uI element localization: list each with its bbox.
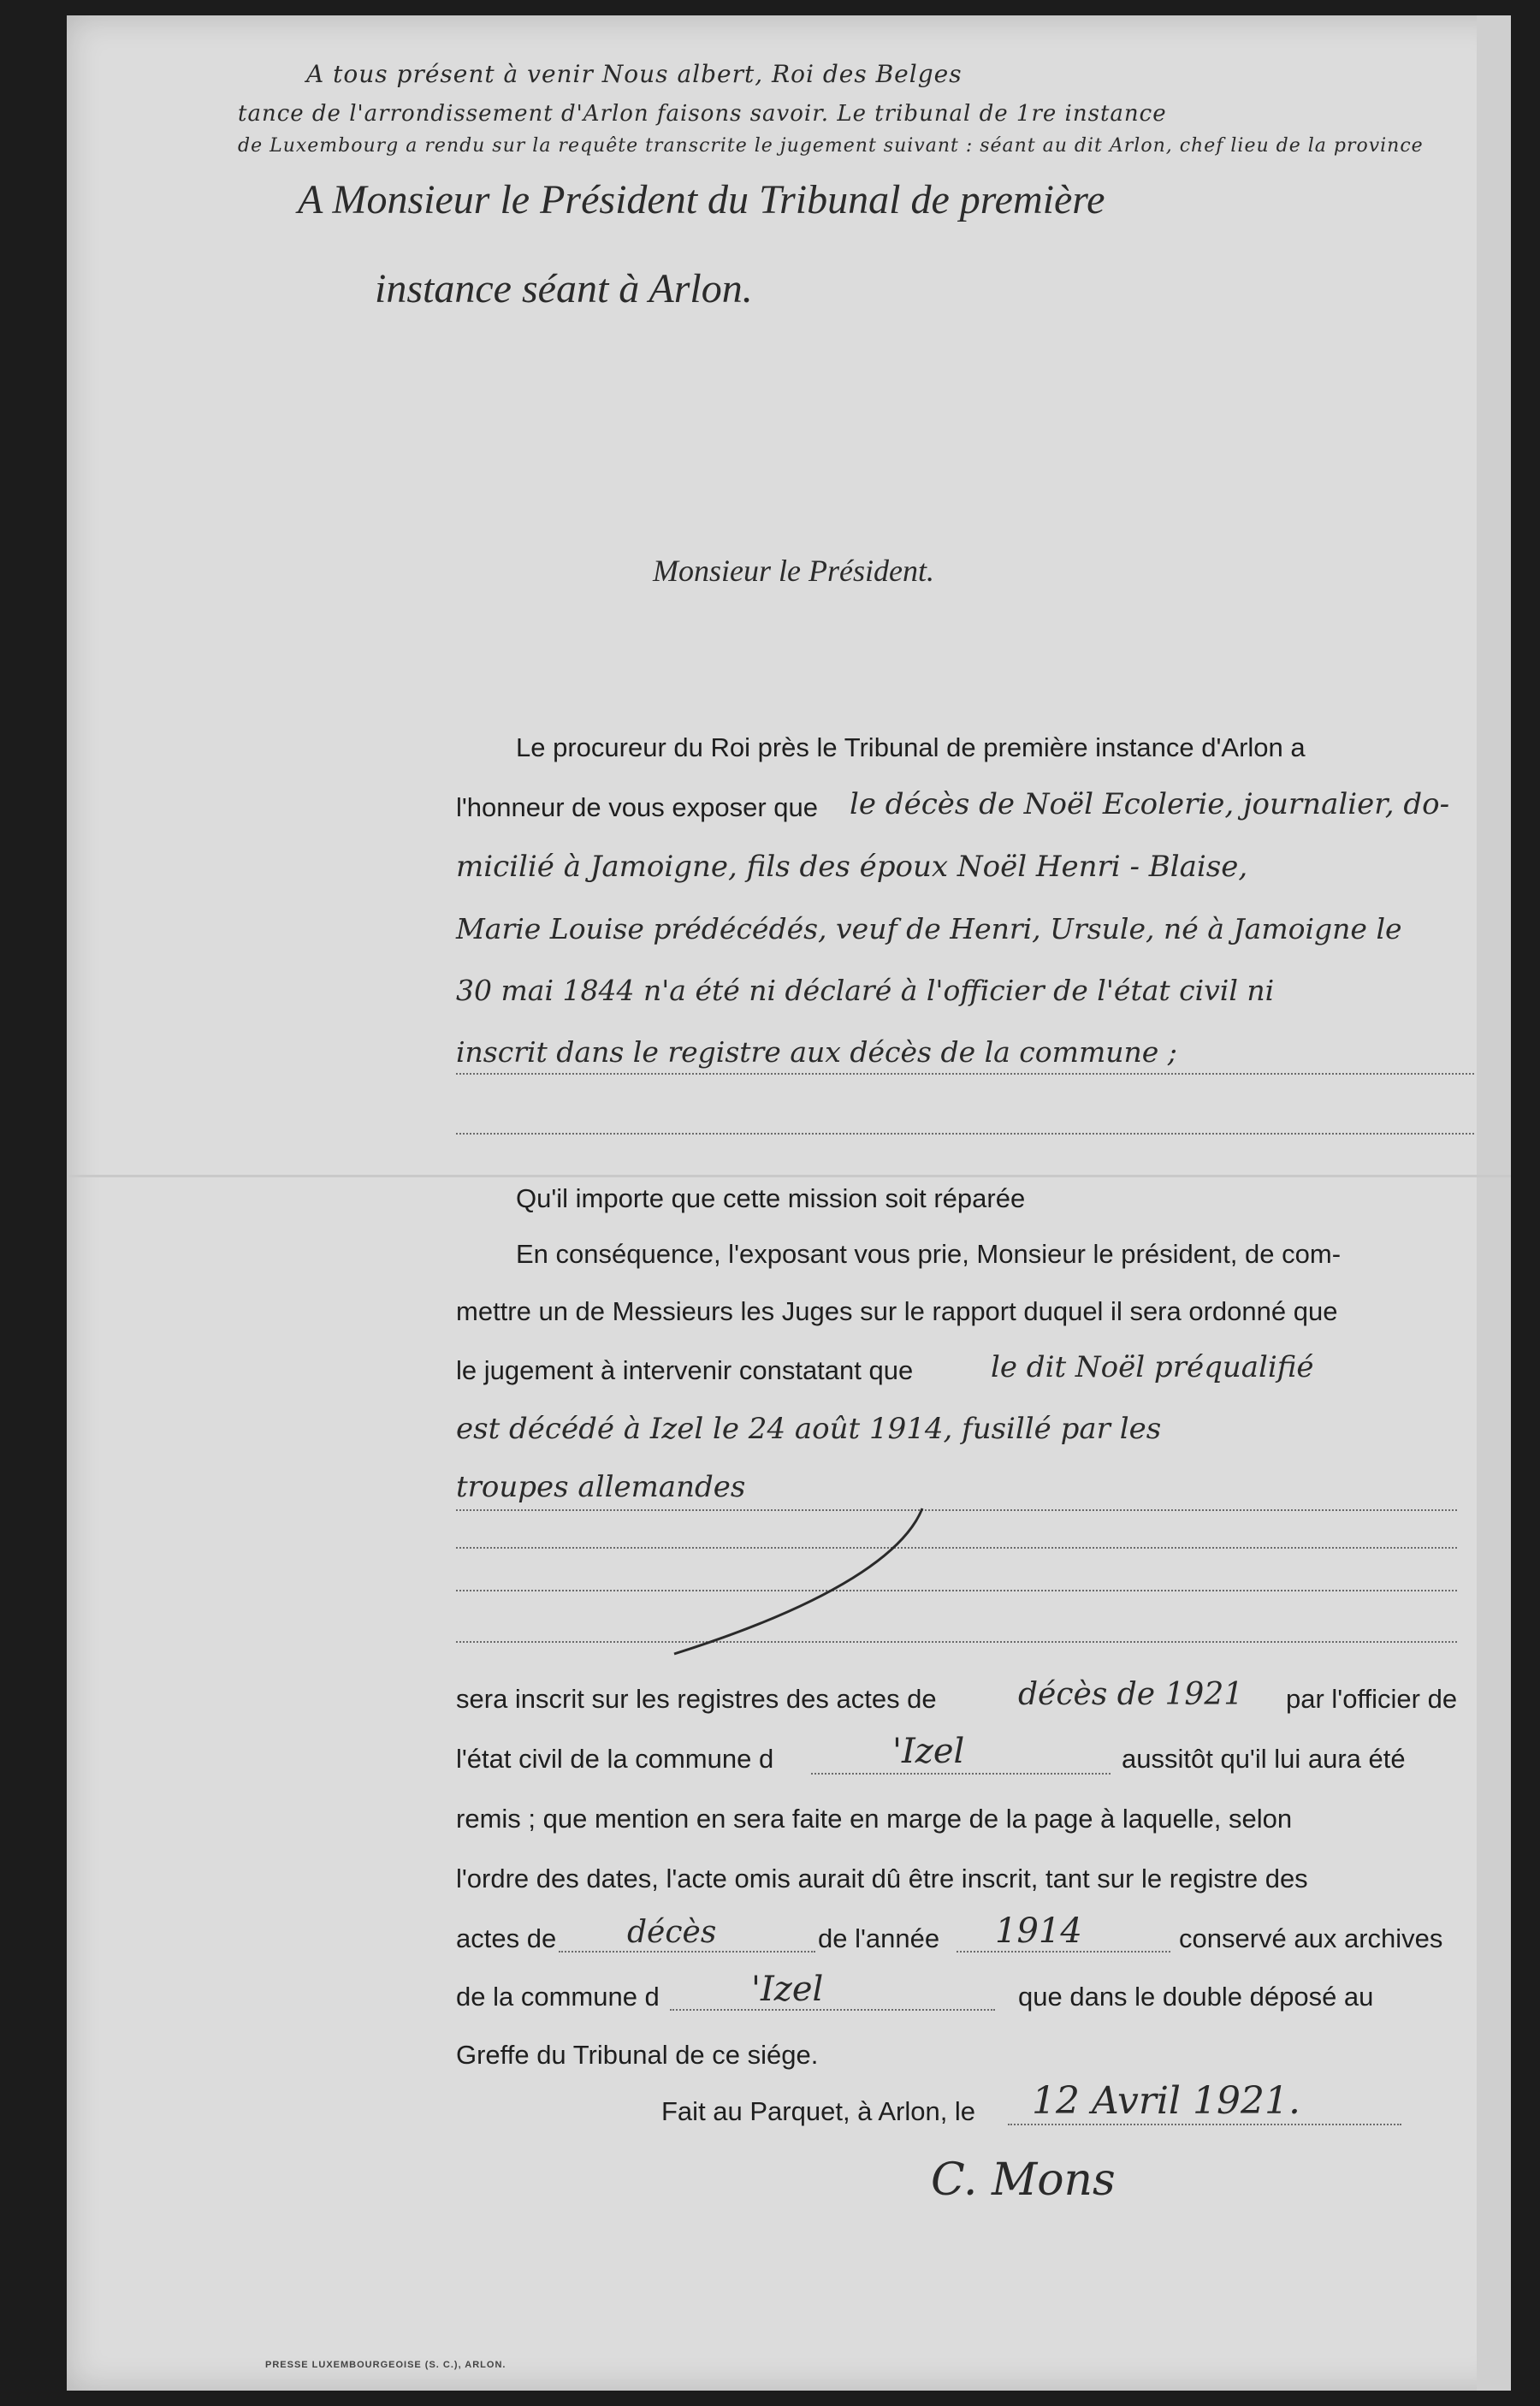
p1-handwritten-4: 30 mai 1844 n'a été ni déclaré à l'officier de l'état civil ni — [456, 974, 1275, 1007]
p1-handwritten-2: micilié à Jamoigne, fils des époux Noël Henri - Blaise, — [456, 850, 1248, 884]
address-line-2: instance séant à Arlon. — [375, 266, 753, 311]
p4-e3: conservé aux archives — [1179, 1923, 1443, 1953]
handwritten-header-line-2: tance de l'arrondissement d'Arlon faisons savoir. Le tribunal de 1re instance — [238, 101, 1167, 127]
p4-b: l'état civil de la commune d — [456, 1744, 774, 1774]
handwritten-header-line-1: A tous présent à venir Nous albert, Roi des Belges — [306, 60, 962, 88]
p3-c: le jugement à intervenir constatant que — [456, 1355, 914, 1385]
p4-a: sera inscrit sur les registres des actes de — [456, 1684, 937, 1714]
p2: Qu'il importe que cette mission soit réparée — [516, 1183, 1026, 1213]
dotted-line — [456, 1073, 1474, 1075]
dotted-line — [456, 1133, 1474, 1135]
p1-handwritten-1: le décès de Noël Ecolerie, journalier, do- — [850, 787, 1450, 821]
signature: C. Mons — [931, 2154, 1116, 2206]
p3-handwritten-1: le dit Noël préqualifié — [991, 1350, 1314, 1384]
salutation: Monsieur le Président. — [653, 554, 934, 588]
p4-handwritten-f: 'Izel — [751, 1970, 824, 2009]
dotted-line — [559, 1951, 815, 1953]
p4-handwritten-b: 'Izel — [892, 1732, 965, 1771]
p1-handwritten-3: Marie Louise prédécédés, veuf de Henri, Ursule, né à Jamoigne le — [456, 912, 1402, 945]
document-sheet — [67, 15, 1511, 2391]
p1-printed-b: l'honneur de vous exposer que — [456, 792, 818, 822]
dotted-line — [670, 2009, 995, 2011]
dotted-line — [456, 1547, 1457, 1549]
dotted-line — [456, 1590, 1457, 1591]
p4-f: de la commune d — [456, 1982, 660, 2012]
p4-a2: par l'officier de — [1286, 1684, 1458, 1714]
paper-edge — [1477, 15, 1511, 2391]
p4-c: remis ; que mention en sera faite en marge de la page à laquelle, selon — [456, 1804, 1293, 1834]
p4-e: actes de — [456, 1923, 557, 1953]
p4-handwritten-e2: 1914 — [995, 1911, 1082, 1951]
p1-handwritten-5: inscrit dans le registre aux décès de la commune ; — [456, 1035, 1177, 1069]
p4-b2: aussitôt qu'il lui aura été — [1122, 1744, 1406, 1774]
fold-line — [67, 1175, 1511, 1177]
closing-date: 12 Avril 1921. — [1032, 2079, 1300, 2123]
p1-printed-a: Le procureur du Roi près le Tribunal de première instance d'Arlon a — [516, 732, 1306, 762]
p4-handwritten-e: décès — [627, 1915, 717, 1950]
handwritten-header-line-3: de Luxembourg a rendu sur la requête transcrite le jugement suivant : séant au dit Arlon, chef lieu de la province — [238, 135, 1424, 157]
p3-b: mettre un de Messieurs les Juges sur le rapport duquel il sera ordonné que — [456, 1296, 1338, 1326]
dotted-line — [811, 1773, 1111, 1775]
p4-g: Greffe du Tribunal de ce siége. — [456, 2040, 819, 2070]
dotted-line — [1008, 2124, 1401, 2125]
p3-handwritten-2: est décédé à Izel le 24 août 1914, fusillé par les — [456, 1412, 1162, 1446]
p4-handwritten-a: décès de 1921 — [1018, 1677, 1244, 1712]
closing-place: Fait au Parquet, à Arlon, le — [661, 2096, 976, 2126]
dotted-line — [456, 1641, 1457, 1643]
printer-imprint: PRESSE LUXEMBOURGEOISE (S. C.), ARLON. — [265, 2360, 506, 2370]
p3-handwritten-3: troupes allemandes — [456, 1470, 746, 1504]
p4-e2: de l'année — [818, 1923, 940, 1953]
p3-a: En conséquence, l'exposant vous prie, Monsieur le président, de com- — [516, 1239, 1342, 1269]
address-line-1: A Monsieur le Président du Tribunal de première — [298, 177, 1105, 222]
p4-f2: que dans le double déposé au — [1018, 1982, 1374, 2012]
p4-d: l'ordre des dates, l'acte omis aurait dû être inscrit, tant sur le registre des — [456, 1864, 1308, 1893]
handwritten-slash-mark — [666, 1500, 939, 1662]
dotted-line — [456, 1509, 1457, 1511]
dotted-line — [957, 1951, 1170, 1953]
